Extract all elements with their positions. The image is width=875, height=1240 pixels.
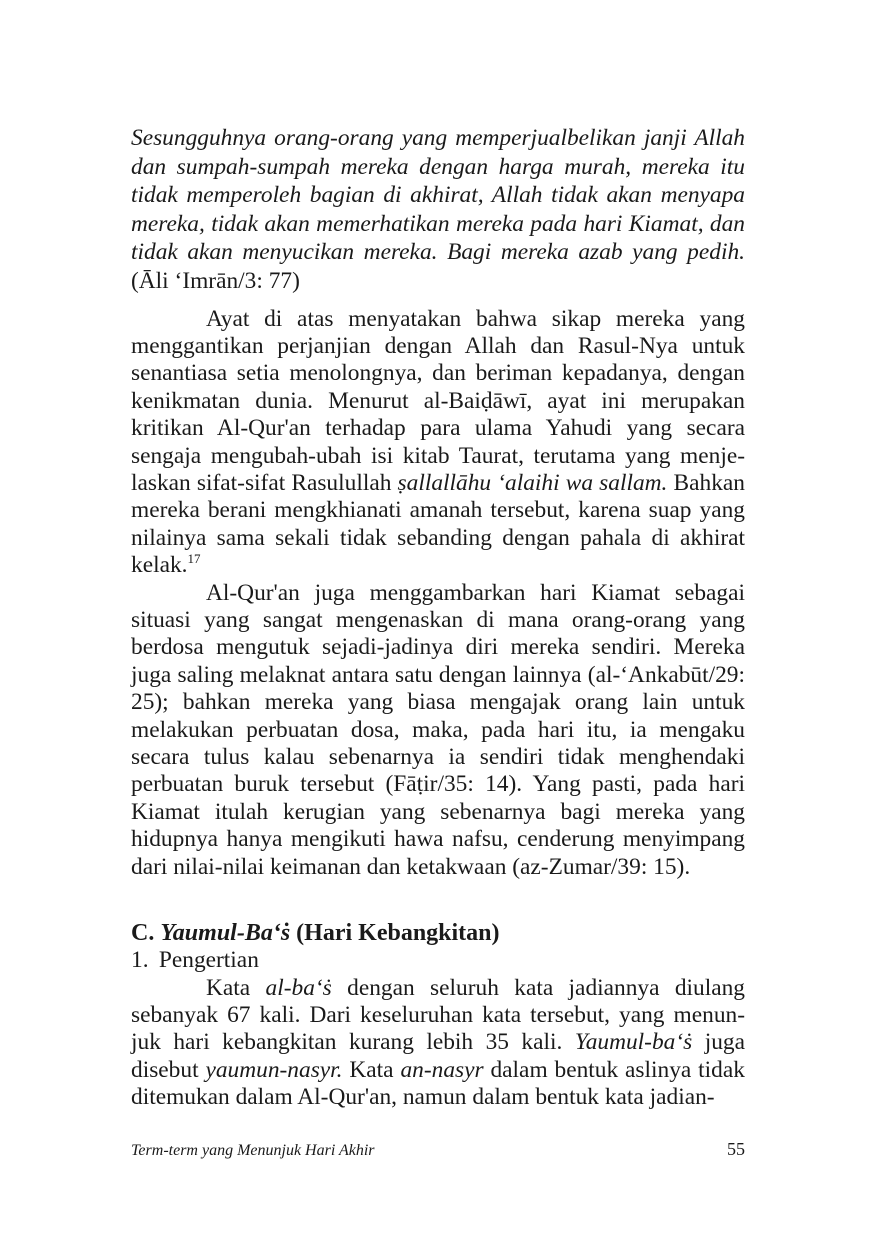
term-italic: Yaumul-ba‘ṡ <box>574 1029 693 1056</box>
section-number: C. <box>131 920 155 947</box>
honorific-italic: ṣallallāhu ‘alaihi wa sallam. <box>397 470 668 496</box>
subsection-heading <box>131 947 745 974</box>
subsection-title: Pengertian <box>158 947 259 974</box>
subsection-number: 1. <box>131 947 149 974</box>
term-italic: yaumun-nasyr. <box>205 1056 343 1083</box>
paragraph-text: Kata <box>206 974 251 1001</box>
paragraph-text: dalam bentuk aslinya tidak ditemukan dalam Al-Qur'an, namun dalam bentuk kata jadian- <box>131 1056 745 1111</box>
paragraph-baidawi <box>131 306 745 580</box>
quran-translation-quote <box>131 124 745 296</box>
quote-text: Sesungguhnya orang-orang yang memperjualbelikan janji Allah dan sumpah-sumpah mereka dengan harga murah, mereka itu tidak memperoleh bagian di akhirat, Allah tidak akan menyapa mereka, tidak akan memerhatikan mereka pada hari Kiamat, dan tidak akan menyucikan mereka. Bagi mereka azab yang pedih. <box>131 125 745 266</box>
paragraph-pengertian <box>131 975 745 1112</box>
paragraph-text: Al-Qur'an juga menggambarkan hari Kiamat sebagai situasi yang sangat mengenaskan di mana orang-orang yang berdosa mengutuk sejadi-jadinya diri mereka sendiri. Mereka juga saling melaknat antara satu dengan lainnya (al-‘Ankabūt/29: 25); bahkan mereka yang biasa mengajak orang lain untuk melakukan perbuatan dosa, maka, pada hari itu, ia mengaku secara tulus kalau sebenarnya ia sendiri tidak menghendaki perbuatan buruk tersebut (Fāṭir/35: 14). Yang pasti, pada hari Kiamat itulah kerugian yang sebenarnya bagi mereka yang hidupnya hanya mengikuti hawa nafsu, cenderung menyimpang dari nilai-nilai keimanan dan ketakwaan (az-Zumar/39: 15). <box>131 579 745 880</box>
quote-reference: (Āli ‘Imrān/3: 77) <box>131 267 300 294</box>
section-title-italic: Yaumul-Ba‘ṡ <box>160 920 291 947</box>
paragraph-text: dengan seluruh kata jadiannya diulang sebanyak 67 kali. Dari keseluruhan kata tersebut, yang menun-juk hari kebangkitan kurang lebih 35 kali. <box>131 974 745 1056</box>
paragraph-text: Ayat di atas menyatakan bahwa sikap mereka yang menggantikan perjanjian dengan Allah dan Rasul-Nya untuk senantiasa setia menolongnya, dan beriman kepadanya, dengan kenikmatan dunia. Menurut al-Baiḍāwī, ayat ini merupakan kritikan Al-Qur'an terhadap para ulama Yahudi yang secara sengaja mengubah-ubah isi kitab Taurat, terutama yang menje-laskan sifat-sifat Rasulullah <box>131 305 745 496</box>
term-italic: al-ba‘ṡ <box>265 974 332 1001</box>
term-italic: an-nasyr <box>400 1056 484 1083</box>
paragraph-text: Bahkan mereka berani mengkhianati amanah tersebut, karena suap yang nilainya sama sekali tidak sebanding dengan pahala di akhirat kelak. <box>131 470 745 579</box>
running-title: Term-term yang Menunjuk Hari Akhir <box>131 1142 375 1159</box>
paragraph-text: juga disebut <box>131 1029 745 1083</box>
page-number: 55 <box>727 1139 745 1159</box>
page-body <box>131 124 745 1112</box>
section-heading <box>131 919 745 947</box>
page-footer <box>131 1140 745 1164</box>
paragraph-kiamat <box>131 580 745 881</box>
footnote-marker[interactable]: 17 <box>187 551 201 567</box>
paragraph-text: Kata <box>349 1056 394 1083</box>
section-title: (Hari Kebangkitan) <box>296 920 500 947</box>
